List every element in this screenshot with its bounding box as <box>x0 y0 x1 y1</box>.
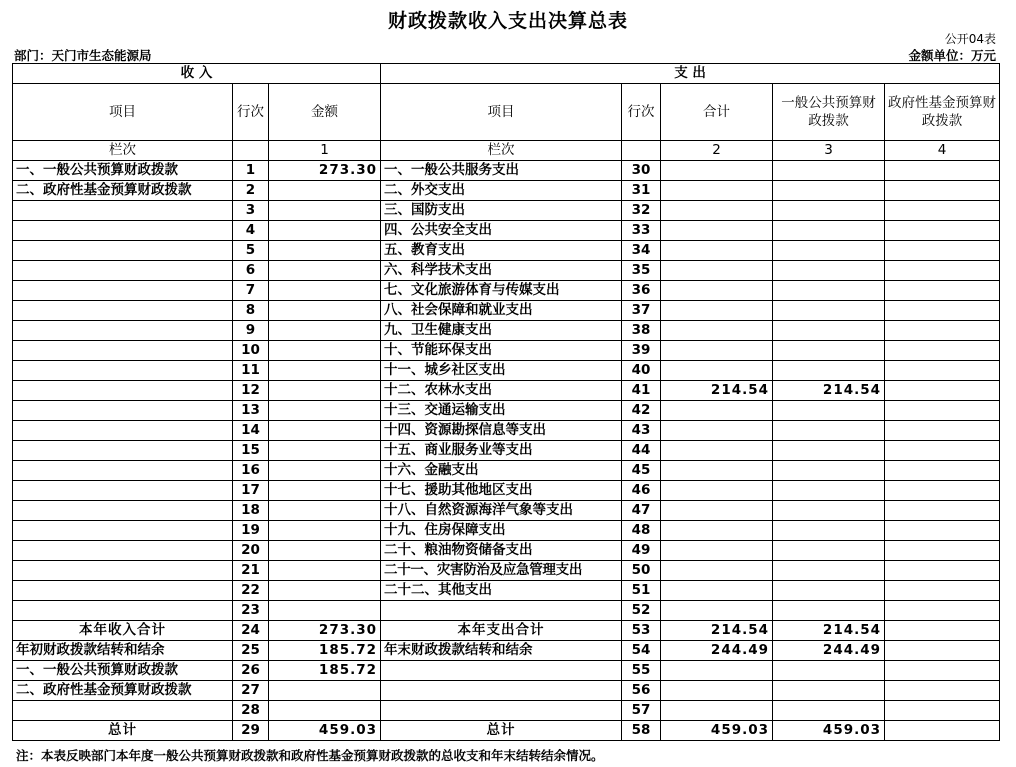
general-budget-cell <box>773 321 885 341</box>
income-line-no-cell: 10 <box>233 341 269 361</box>
income-line-no-cell: 13 <box>233 401 269 421</box>
income-item-cell <box>13 521 233 541</box>
expense-line-no-cell: 45 <box>622 461 661 481</box>
table-row <box>13 601 1000 621</box>
income-item-cell <box>13 421 233 441</box>
income-amount-cell <box>269 701 381 721</box>
expense-item-cell <box>381 601 622 621</box>
gov-fund-cell <box>885 561 1000 581</box>
expense-line-no-header: 行次 <box>622 84 661 141</box>
expense-item-cell: 十九、住房保障支出 <box>381 521 622 541</box>
income-item-cell: 年初财政拨款结转和结余 <box>13 641 233 661</box>
income-item-cell <box>13 341 233 361</box>
expense-line-no-cell: 34 <box>622 241 661 261</box>
income-item-cell <box>13 281 233 301</box>
income-item-cell <box>13 301 233 321</box>
general-budget-cell: 214.54 <box>773 621 885 641</box>
gov-fund-cell <box>885 381 1000 401</box>
expense-item-cell: 本年支出合计 <box>381 621 622 641</box>
income-item-cell: 二、政府性基金预算财政拨款 <box>13 681 233 701</box>
col-index-4: 4 <box>885 141 1000 161</box>
expense-line-no-cell: 43 <box>622 421 661 441</box>
expense-total-cell <box>661 161 773 181</box>
col-index-3: 3 <box>773 141 885 161</box>
income-line-no-cell: 6 <box>233 261 269 281</box>
table-row <box>13 501 1000 521</box>
column-index-row <box>13 141 1000 161</box>
expense-total-cell <box>661 421 773 441</box>
income-line-no-cell: 25 <box>233 641 269 661</box>
income-line-no-cell: 20 <box>233 541 269 561</box>
income-item-header: 项目 <box>13 84 233 141</box>
general-budget-header: 一般公共预算财政拨款 <box>773 84 885 141</box>
expense-total-cell <box>661 221 773 241</box>
gov-fund-cell <box>885 641 1000 661</box>
expense-total-cell <box>661 201 773 221</box>
table-row <box>13 481 1000 501</box>
income-amount-cell: 273.30 <box>269 161 381 181</box>
general-budget-cell <box>773 221 885 241</box>
income-amount-cell <box>269 341 381 361</box>
general-budget-cell <box>773 541 885 561</box>
expense-line-no-cell: 40 <box>622 361 661 381</box>
gov-fund-cell <box>885 461 1000 481</box>
income-amount-header: 金额 <box>269 84 381 141</box>
general-budget-cell <box>773 361 885 381</box>
expense-total-cell <box>661 341 773 361</box>
table-row <box>13 361 1000 381</box>
income-item-cell <box>13 561 233 581</box>
page-title: 财政拨款收入支出决算总表 <box>387 10 628 32</box>
table-row <box>13 641 1000 661</box>
income-item-cell: 总计 <box>13 721 233 741</box>
income-line-no-cell: 19 <box>233 521 269 541</box>
general-budget-cell <box>773 281 885 301</box>
table-row <box>13 301 1000 321</box>
income-line-no-cell: 1 <box>233 161 269 181</box>
expense-line-no-cell: 36 <box>622 281 661 301</box>
gov-fund-cell <box>885 161 1000 181</box>
table-row <box>13 681 1000 701</box>
gov-fund-cell <box>885 721 1000 741</box>
table-row <box>13 621 1000 641</box>
expense-line-no-cell: 50 <box>622 561 661 581</box>
income-col-label: 栏次 <box>13 141 233 161</box>
budget-table <box>12 63 1000 741</box>
general-budget-cell <box>773 441 885 461</box>
gov-fund-cell <box>885 241 1000 261</box>
gov-fund-header: 政府性基金预算财政拨款 <box>885 84 1000 141</box>
income-item-cell: 一、一般公共预算财政拨款 <box>13 161 233 181</box>
general-budget-cell <box>773 181 885 201</box>
expense-item-cell: 十三、交通运输支出 <box>381 401 622 421</box>
expense-line-no-cell: 41 <box>622 381 661 401</box>
income-amount-cell <box>269 381 381 401</box>
gov-fund-cell <box>885 301 1000 321</box>
table-row <box>13 261 1000 281</box>
income-amount-cell <box>269 261 381 281</box>
expense-item-cell: 八、社会保障和就业支出 <box>381 301 622 321</box>
income-amount-cell <box>269 481 381 501</box>
income-amount-cell <box>269 361 381 381</box>
gov-fund-cell <box>885 541 1000 561</box>
empty-cell <box>233 141 269 161</box>
table-row <box>13 221 1000 241</box>
income-item-cell <box>13 601 233 621</box>
table-row <box>13 401 1000 421</box>
general-budget-cell <box>773 581 885 601</box>
expense-total-cell <box>661 181 773 201</box>
gov-fund-cell <box>885 441 1000 461</box>
expense-item-cell: 十、节能环保支出 <box>381 341 622 361</box>
expense-total-cell <box>661 701 773 721</box>
income-line-no-cell: 21 <box>233 561 269 581</box>
income-item-cell <box>13 221 233 241</box>
expense-line-no-cell: 33 <box>622 221 661 241</box>
income-item-cell: 一、一般公共预算财政拨款 <box>13 661 233 681</box>
expense-line-no-cell: 48 <box>622 521 661 541</box>
expense-line-no-cell: 46 <box>622 481 661 501</box>
table-row <box>13 421 1000 441</box>
income-line-no-cell: 4 <box>233 221 269 241</box>
expense-item-cell: 一、一般公共服务支出 <box>381 161 622 181</box>
income-item-cell <box>13 261 233 281</box>
income-line-no-header: 行次 <box>233 84 269 141</box>
income-item-cell <box>13 401 233 421</box>
general-budget-cell <box>773 561 885 581</box>
expense-line-no-cell: 37 <box>622 301 661 321</box>
income-item-cell <box>13 361 233 381</box>
gov-fund-cell <box>885 661 1000 681</box>
expense-total-cell <box>661 601 773 621</box>
income-item-cell <box>13 701 233 721</box>
income-amount-cell <box>269 281 381 301</box>
income-line-no-cell: 29 <box>233 721 269 741</box>
expense-line-no-cell: 57 <box>622 701 661 721</box>
department-label: 部门：天门市生态能源局 <box>14 48 152 63</box>
income-line-no-cell: 11 <box>233 361 269 381</box>
expense-line-no-cell: 58 <box>622 721 661 741</box>
gov-fund-cell <box>885 201 1000 221</box>
table-row <box>13 341 1000 361</box>
gov-fund-cell <box>885 601 1000 621</box>
table-row <box>13 581 1000 601</box>
general-budget-cell <box>773 301 885 321</box>
table-body <box>13 64 1000 741</box>
expense-total-cell <box>661 681 773 701</box>
gov-fund-cell <box>885 501 1000 521</box>
expense-total-cell: 214.54 <box>661 621 773 641</box>
income-line-no-cell: 8 <box>233 301 269 321</box>
income-amount-cell <box>269 601 381 621</box>
expense-col-label: 栏次 <box>381 141 622 161</box>
expense-total-cell <box>661 361 773 381</box>
expense-item-cell: 二十一、灾害防治及应急管理支出 <box>381 561 622 581</box>
expense-item-cell: 十四、资源勘探信息等支出 <box>381 421 622 441</box>
expense-item-cell: 十六、金融支出 <box>381 461 622 481</box>
expense-line-no-cell: 51 <box>622 581 661 601</box>
income-line-no-cell: 23 <box>233 601 269 621</box>
table-row <box>13 701 1000 721</box>
expense-total-cell <box>661 661 773 681</box>
expense-total-cell <box>661 281 773 301</box>
income-item-cell <box>13 581 233 601</box>
table-row <box>13 441 1000 461</box>
income-line-no-cell: 9 <box>233 321 269 341</box>
general-budget-cell <box>773 261 885 281</box>
expense-total-cell <box>661 521 773 541</box>
table-row <box>13 241 1000 261</box>
expense-item-cell <box>381 681 622 701</box>
general-budget-cell: 459.03 <box>773 721 885 741</box>
table-row <box>13 181 1000 201</box>
income-item-cell <box>13 541 233 561</box>
income-line-no-cell: 3 <box>233 201 269 221</box>
expense-line-no-cell: 47 <box>622 501 661 521</box>
expense-item-cell: 六、科学技术支出 <box>381 261 622 281</box>
expense-line-no-cell: 52 <box>622 601 661 621</box>
gov-fund-cell <box>885 181 1000 201</box>
income-amount-cell <box>269 241 381 261</box>
income-amount-cell <box>269 401 381 421</box>
general-budget-cell <box>773 501 885 521</box>
expense-line-no-cell: 49 <box>622 541 661 561</box>
expense-total-cell <box>661 301 773 321</box>
expense-total-cell <box>661 441 773 461</box>
income-section-header: 收 入 <box>13 64 381 84</box>
general-budget-cell: 214.54 <box>773 381 885 401</box>
income-line-no-cell: 28 <box>233 701 269 721</box>
expense-item-cell: 十二、农林水支出 <box>381 381 622 401</box>
general-budget-cell <box>773 341 885 361</box>
expense-line-no-cell: 39 <box>622 341 661 361</box>
income-item-cell <box>13 461 233 481</box>
gov-fund-cell <box>885 341 1000 361</box>
income-item-cell: 二、政府性基金预算财政拨款 <box>13 181 233 201</box>
table-row <box>13 561 1000 581</box>
gov-fund-cell <box>885 221 1000 241</box>
income-amount-cell: 185.72 <box>269 641 381 661</box>
income-amount-cell <box>269 561 381 581</box>
col-index-1: 1 <box>269 141 381 161</box>
expense-item-cell: 二、外交支出 <box>381 181 622 201</box>
expense-item-cell: 九、卫生健康支出 <box>381 321 622 341</box>
expense-line-no-cell: 42 <box>622 401 661 421</box>
gov-fund-cell <box>885 321 1000 341</box>
income-line-no-cell: 17 <box>233 481 269 501</box>
gov-fund-cell <box>885 261 1000 281</box>
income-line-no-cell: 22 <box>233 581 269 601</box>
general-budget-cell <box>773 481 885 501</box>
expense-item-cell: 五、教育支出 <box>381 241 622 261</box>
income-item-cell: 本年收入合计 <box>13 621 233 641</box>
expense-item-header: 项目 <box>381 84 622 141</box>
expense-total-cell <box>661 481 773 501</box>
general-budget-cell <box>773 201 885 221</box>
footnote: 注：本表反映部门本年度一般公共预算财政拨款和政府性基金预算财政拨款的总收支和年末结转结余情况。 <box>16 748 604 763</box>
general-budget-cell <box>773 241 885 261</box>
gov-fund-cell <box>885 681 1000 701</box>
income-amount-cell <box>269 581 381 601</box>
expense-item-cell: 总计 <box>381 721 622 741</box>
table-row <box>13 461 1000 481</box>
expense-line-no-cell: 55 <box>622 661 661 681</box>
income-amount-cell <box>269 501 381 521</box>
income-amount-cell <box>269 541 381 561</box>
income-line-no-cell: 18 <box>233 501 269 521</box>
expense-line-no-cell: 38 <box>622 321 661 341</box>
expense-total-cell: 459.03 <box>661 721 773 741</box>
expense-line-no-cell: 31 <box>622 181 661 201</box>
general-budget-cell <box>773 401 885 421</box>
income-item-cell <box>13 241 233 261</box>
gov-fund-cell <box>885 481 1000 501</box>
expense-total-cell <box>661 261 773 281</box>
expense-total-cell <box>661 321 773 341</box>
unit-label: 金额单位：万元 <box>908 48 996 63</box>
general-budget-cell <box>773 521 885 541</box>
gov-fund-cell <box>885 281 1000 301</box>
expense-section-header: 支 出 <box>381 64 1000 84</box>
expense-total-cell: 244.49 <box>661 641 773 661</box>
expense-item-cell: 年末财政拨款结转和结余 <box>381 641 622 661</box>
income-item-cell <box>13 381 233 401</box>
income-line-no-cell: 26 <box>233 661 269 681</box>
income-line-no-cell: 12 <box>233 381 269 401</box>
expense-item-cell: 三、国防支出 <box>381 201 622 221</box>
expense-item-cell: 四、公共安全支出 <box>381 221 622 241</box>
income-amount-cell <box>269 441 381 461</box>
empty-cell <box>622 141 661 161</box>
expense-total-cell <box>661 461 773 481</box>
expense-total-cell <box>661 501 773 521</box>
expense-total-cell <box>661 401 773 421</box>
income-amount-cell <box>269 681 381 701</box>
income-line-no-cell: 16 <box>233 461 269 481</box>
income-amount-cell <box>269 221 381 241</box>
general-budget-cell <box>773 661 885 681</box>
table-row <box>13 381 1000 401</box>
income-line-no-cell: 15 <box>233 441 269 461</box>
gov-fund-cell <box>885 421 1000 441</box>
expense-total-cell <box>661 561 773 581</box>
expense-item-cell <box>381 661 622 681</box>
expense-item-cell: 十八、自然资源海洋气象等支出 <box>381 501 622 521</box>
expense-item-cell <box>381 701 622 721</box>
income-amount-cell <box>269 301 381 321</box>
expense-total-cell <box>661 241 773 261</box>
income-item-cell <box>13 321 233 341</box>
income-line-no-cell: 7 <box>233 281 269 301</box>
table-row <box>13 661 1000 681</box>
gov-fund-cell <box>885 581 1000 601</box>
form-number: 公开04表 <box>944 32 996 46</box>
gov-fund-cell <box>885 521 1000 541</box>
expense-total-header: 合计 <box>661 84 773 141</box>
expense-line-no-cell: 56 <box>622 681 661 701</box>
income-amount-cell <box>269 181 381 201</box>
income-line-no-cell: 2 <box>233 181 269 201</box>
table-row <box>13 521 1000 541</box>
income-item-cell <box>13 501 233 521</box>
income-amount-cell <box>269 201 381 221</box>
general-budget-cell <box>773 461 885 481</box>
gov-fund-cell <box>885 701 1000 721</box>
income-line-no-cell: 5 <box>233 241 269 261</box>
table-row <box>13 541 1000 561</box>
table-row <box>13 721 1000 741</box>
expense-line-no-cell: 35 <box>622 261 661 281</box>
income-line-no-cell: 14 <box>233 421 269 441</box>
expense-item-cell: 七、文化旅游体育与传媒支出 <box>381 281 622 301</box>
general-budget-cell <box>773 681 885 701</box>
table-row <box>13 321 1000 341</box>
table-row <box>13 201 1000 221</box>
general-budget-cell: 244.49 <box>773 641 885 661</box>
expense-item-cell: 十五、商业服务业等支出 <box>381 441 622 461</box>
table-row <box>13 161 1000 181</box>
table-row <box>13 281 1000 301</box>
income-amount-cell <box>269 521 381 541</box>
col-index-2: 2 <box>661 141 773 161</box>
income-item-cell <box>13 481 233 501</box>
expense-line-no-cell: 44 <box>622 441 661 461</box>
expense-total-cell <box>661 541 773 561</box>
income-line-no-cell: 24 <box>233 621 269 641</box>
income-amount-cell <box>269 461 381 481</box>
expense-line-no-cell: 32 <box>622 201 661 221</box>
income-amount-cell: 273.30 <box>269 621 381 641</box>
general-budget-cell <box>773 601 885 621</box>
income-line-no-cell: 27 <box>233 681 269 701</box>
expense-item-cell: 十七、援助其他地区支出 <box>381 481 622 501</box>
income-item-cell <box>13 441 233 461</box>
income-amount-cell: 459.03 <box>269 721 381 741</box>
general-budget-cell <box>773 161 885 181</box>
gov-fund-cell <box>885 401 1000 421</box>
expense-line-no-cell: 53 <box>622 621 661 641</box>
gov-fund-cell <box>885 621 1000 641</box>
expense-item-cell: 二十二、其他支出 <box>381 581 622 601</box>
general-budget-cell <box>773 701 885 721</box>
expense-item-cell: 二十、粮油物资储备支出 <box>381 541 622 561</box>
section-header-row <box>13 64 1000 84</box>
expense-line-no-cell: 30 <box>622 161 661 181</box>
expense-line-no-cell: 54 <box>622 641 661 661</box>
income-item-cell <box>13 201 233 221</box>
income-amount-cell <box>269 421 381 441</box>
income-amount-cell: 185.72 <box>269 661 381 681</box>
gov-fund-cell <box>885 361 1000 381</box>
general-budget-cell <box>773 421 885 441</box>
expense-total-cell: 214.54 <box>661 381 773 401</box>
income-amount-cell <box>269 321 381 341</box>
column-header-row <box>13 84 1000 141</box>
expense-total-cell <box>661 581 773 601</box>
expense-item-cell: 十一、城乡社区支出 <box>381 361 622 381</box>
